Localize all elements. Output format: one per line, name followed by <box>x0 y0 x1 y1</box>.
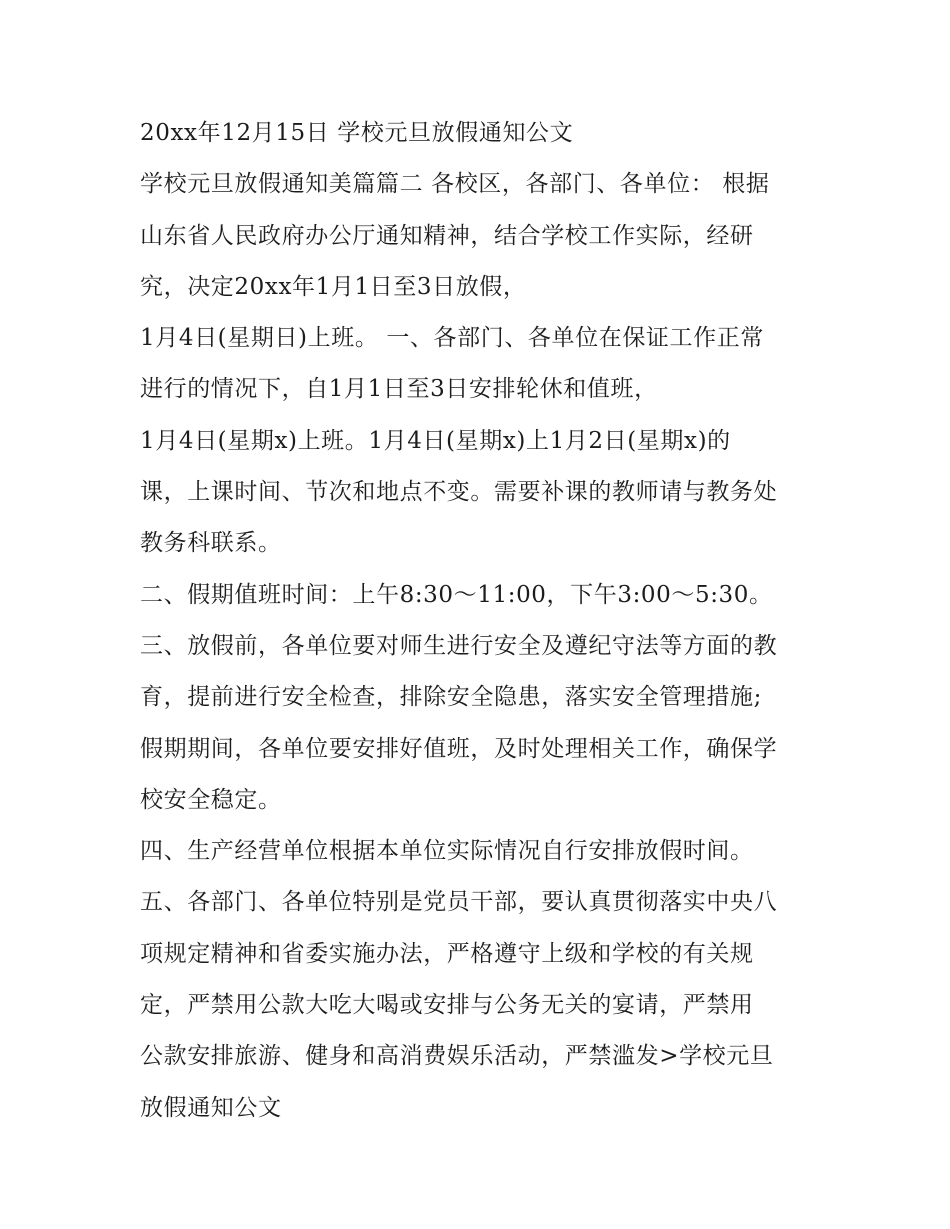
text-line: 校安全稳定。 <box>140 786 282 813</box>
text-line: 五、各部门、各单位特别是党员干部，要认真贯彻落实中央八 <box>140 889 778 916</box>
text-line: 放假通知公文 <box>140 1094 282 1121</box>
text-line: 进行的情况下，自1月1日至3日安排轮休和值班， <box>140 376 658 403</box>
document-body <box>140 108 820 1134</box>
text-line: 学校元旦放假通知美篇篇二 各校区，各部门、各单位： 根据 <box>140 171 770 198</box>
text-line: 四、生产经营单位根据本单位实际情况自行安排放假时间。 <box>140 838 754 865</box>
text-line: 三、放假前，各单位要对师生进行安全及遵纪守法等方面的教 <box>140 632 778 659</box>
text-line: 公款安排旅游、健身和高消费娱乐活动，严禁滥发>学校元旦 <box>140 1043 774 1070</box>
text-line: 究，决定20xx年1月1日至3日放假， <box>140 273 527 300</box>
text-line: 项规定精神和省委实施办法，严格遵守上级和学校的有关规 <box>140 940 754 967</box>
text-line: 教务科联系。 <box>140 530 282 557</box>
text-line: 育，提前进行安全检查，排除安全隐患，落实安全管理措施; <box>140 684 762 711</box>
text-line: 1月4日(星期x)上班。1月4日(星期x)上1月2日(星期x)的 <box>140 427 731 454</box>
text-line: 二、假期值班时间：上午8:30～11:00，下午3:00～5:30。 <box>140 581 773 608</box>
document-title: 20xx年12月15日 学校元旦放假通知公文 <box>140 120 574 146</box>
text-line: 定，严禁用公款大吃大喝或安排与公务无关的宴请，严禁用 <box>140 992 754 1019</box>
text-line: 1月4日(星期日)上班。 一、各部门、各单位在保证工作正常 <box>140 325 764 352</box>
text-line: 课，上课时间、节次和地点不变。需要补课的教师请与教务处 <box>140 479 778 506</box>
text-line: 假期期间，各单位要安排好值班，及时处理相关工作，确保学 <box>140 735 778 762</box>
text-line: 山东省人民政府办公厅通知精神，结合学校工作实际，经研 <box>140 222 754 249</box>
